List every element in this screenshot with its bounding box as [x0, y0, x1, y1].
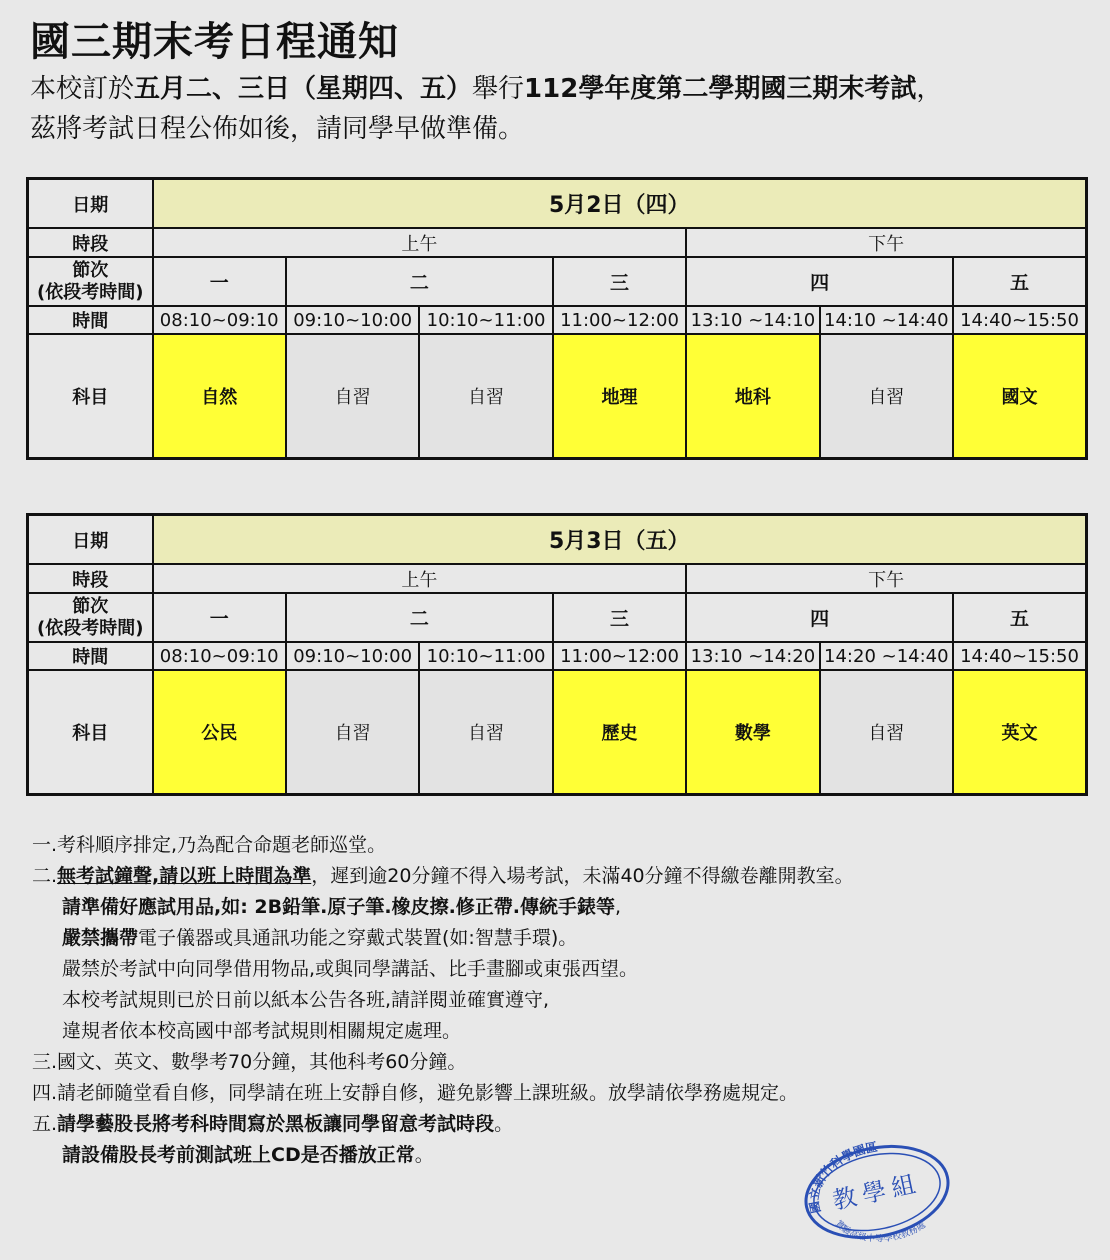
- seal-top-text: 國立新竹科學園區: [807, 1140, 879, 1215]
- time-cell: 13:10 ~14:20: [686, 642, 819, 670]
- note-item: [32, 1109, 1092, 1140]
- notes-list: [32, 830, 1092, 1171]
- time-cell: 14:10 ~14:40: [820, 306, 953, 334]
- subject-cell: 數學: [686, 670, 819, 795]
- subject-cell: 英文: [953, 670, 1086, 795]
- subject-cell: 自習: [419, 670, 552, 795]
- time-cell: 11:00~12:00: [553, 642, 686, 670]
- time-cell: 09:10~10:00: [286, 642, 419, 670]
- note-emphasis: 請準備好應試用品,如: 2B鉛筆.原子筆.橡皮擦.修正帶.傳統手錶等: [62, 896, 616, 918]
- time-label: 時間: [28, 306, 153, 334]
- date-cell: 5月3日（五）: [153, 515, 1087, 565]
- note-text: 五.: [32, 1113, 58, 1135]
- period-2: 二: [286, 593, 553, 642]
- note-text: 。: [494, 1113, 514, 1135]
- note-emphasis: 請學藝股長將考科時間寫於黑板讓同學留意考試時段: [57, 1113, 495, 1135]
- time-cell: 13:10 ~14:10: [686, 306, 819, 334]
- segment-label: 時段: [28, 228, 153, 257]
- note-item: 四.請老師隨堂看自修，同學請在班上安靜自修，避免影響上課班級。放學請依學務處規定。: [32, 1082, 799, 1104]
- period-label-a: 節次: [72, 595, 109, 617]
- time-cell: 10:10~11:00: [419, 642, 552, 670]
- subject-cell: 自習: [286, 670, 419, 795]
- date-label: 日期: [28, 515, 153, 565]
- page-title: 國三期末考日程通知: [30, 19, 399, 65]
- segment-am: 上午: [153, 228, 687, 257]
- time-cell: 14:20 ~14:40: [820, 642, 953, 670]
- seal-bottom-text: 實驗高級中等學校教務處: [832, 1218, 928, 1245]
- segment-pm: 下午: [686, 564, 1086, 593]
- period-5: 五: [953, 593, 1086, 642]
- note-item: 本校考試規則已於日前以紙本公告各班,請詳閱並確實遵守,: [62, 989, 550, 1011]
- time-cell: 08:10~09:10: [153, 642, 286, 670]
- subject-label: 科目: [28, 334, 153, 459]
- subject-cell: 自習: [286, 334, 419, 459]
- time-cell: 11:00~12:00: [553, 306, 686, 334]
- note-emphasis: 嚴禁攜帶: [62, 927, 139, 949]
- period-label-b: (依段考時間): [37, 617, 144, 639]
- segment-pm: 下午: [686, 228, 1086, 257]
- period-label: [28, 593, 153, 642]
- time-cell: 14:40~15:50: [953, 306, 1086, 334]
- note-item: 違規者依本校高國中部考試規則相關規定處理。: [62, 1020, 462, 1042]
- school-seal-stamp: [800, 1140, 955, 1245]
- subject-cell: 歷史: [553, 670, 686, 795]
- intro-text: 舉行: [472, 74, 525, 104]
- subject-cell: 國文: [953, 334, 1086, 459]
- note-text: 二.: [32, 865, 58, 887]
- time-label: 時間: [28, 642, 153, 670]
- seal-center-text: 教學組: [830, 1168, 924, 1216]
- intro-text: ，: [916, 74, 943, 104]
- period-4: 四: [686, 593, 953, 642]
- subject-cell: 地科: [686, 334, 819, 459]
- note-emphasis: 無考試鐘聲,請以班上時間為準: [57, 865, 312, 887]
- period-3: 三: [553, 257, 686, 306]
- note-item: [32, 892, 1092, 923]
- note-text: 電子儀器或具通訊功能之穿戴式裝置(如:智慧手環)。: [138, 927, 578, 949]
- note-emphasis: 請設備股長考前測試班上CD是否播放正常: [62, 1144, 415, 1166]
- period-1: 一: [153, 593, 286, 642]
- intro-exam-name: 112學年度第二學期國三期末考試: [524, 74, 917, 104]
- period-label-a: 節次: [72, 259, 109, 281]
- note-item: 三.國文、英文、數學考70分鐘，其他科考60分鐘。: [32, 1051, 467, 1073]
- note-text: 。: [414, 1144, 434, 1166]
- period-label: [28, 257, 153, 306]
- note-item: 嚴禁於考試中向同學借用物品,或與同學講話、比手畫腳或東張西望。: [62, 958, 639, 980]
- time-cell: 08:10~09:10: [153, 306, 286, 334]
- note-item: 一.考科順序排定,乃為配合命題老師巡堂。: [32, 834, 387, 856]
- subject-cell: 自習: [419, 334, 552, 459]
- intro-line-1: [30, 68, 942, 105]
- note-item: [32, 861, 1092, 892]
- intro-line-2: 茲將考試日程公佈如後，請同學早做準備。: [30, 114, 525, 144]
- schedule-table-day2: [26, 513, 1088, 796]
- period-1: 一: [153, 257, 286, 306]
- segment-am: 上午: [153, 564, 687, 593]
- subject-cell: 公民: [153, 670, 286, 795]
- subject-cell: 自然: [153, 334, 286, 459]
- period-label-b: (依段考時間): [37, 281, 144, 303]
- intro-text: 本校訂於: [30, 74, 135, 104]
- date-label: 日期: [28, 179, 153, 229]
- period-5: 五: [953, 257, 1086, 306]
- subject-cell: 地理: [553, 334, 686, 459]
- subject-label: 科目: [28, 670, 153, 795]
- time-cell: 10:10~11:00: [419, 306, 552, 334]
- time-cell: 09:10~10:00: [286, 306, 419, 334]
- schedule-table-day1: [26, 177, 1088, 460]
- intro-exam-dates: 五月二、三日（星期四、五）: [134, 74, 473, 104]
- note-text: ,: [615, 896, 622, 918]
- time-cell: 14:40~15:50: [953, 642, 1086, 670]
- subject-cell: 自習: [820, 670, 953, 795]
- date-cell: 5月2日（四）: [153, 179, 1087, 229]
- note-item: [32, 923, 1092, 954]
- note-text: ，遲到逾20分鐘不得入場考試，未滿40分鐘不得繳卷離開教室。: [311, 865, 854, 887]
- segment-label: 時段: [28, 564, 153, 593]
- period-3: 三: [553, 593, 686, 642]
- period-4: 四: [686, 257, 953, 306]
- period-2: 二: [286, 257, 553, 306]
- subject-cell: 自習: [820, 334, 953, 459]
